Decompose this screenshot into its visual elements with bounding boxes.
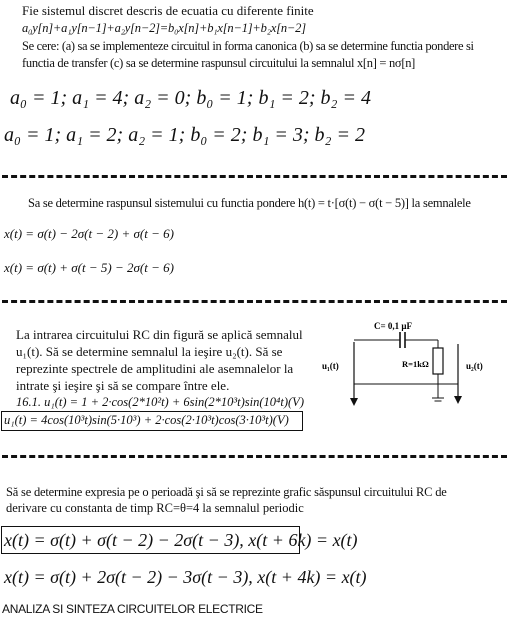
- input-label: u₁(t): [322, 361, 339, 371]
- section-divider-1: [2, 175, 507, 178]
- output-label: u₂(t): [466, 361, 483, 371]
- problem1-task-line1: Se cere: (a) sa se implementeze circuitul in forma canonica (b) sa se determine functia pondere si: [22, 39, 474, 53]
- problem3-equation-2: u₁(t) = 4cos(10³t)sin(5·10³) + 2·cos(2·10³t)cos(3·10³t)(V): [4, 413, 289, 427]
- resistor-label: R=1kΩ: [402, 359, 429, 369]
- problem3-equation-2-box: [1, 411, 303, 431]
- problem1-coefficients-b: a₀ = 1; a₁ = 2; a₂ = 1; b₀ = 2; b₁ = 3; b₂ = 2: [4, 124, 365, 146]
- problem2-signal-b: x(t) = σ(t) + σ(t − 5) − 2σ(t − 6): [4, 260, 174, 275]
- problem2-statement: Sa se determine raspunsul sistemului cu functia pondere h(t) = t·[σ(t) − σ(t − 5)] la semnalele: [28, 196, 471, 210]
- resistor: [433, 348, 443, 374]
- problem3-equation-1: 16.1. u₁(t) = 1 + 2·cos(2*10²t) + 6sin(2*10³t)sin(10⁴t)(V): [16, 395, 304, 409]
- problem3-line2: u₁(t). Să se determine semnalul la ieşire u₂(t). Să se: [16, 344, 283, 359]
- problem1-intro: Fie sistemul discret descris de ecuatia cu diferente finite: [22, 3, 314, 18]
- problem3-line1: La intrarea circuitului RC din figură se aplică semnalul: [16, 327, 303, 342]
- problem2-signal-a: x(t) = σ(t) − 2σ(t − 2) + σ(t − 6): [4, 226, 174, 241]
- problem4-line2: derivare cu constanta de timp RC=θ=4 la semnalul periodic: [6, 501, 304, 515]
- footer-title: ANALIZA SI SINTEZA CIRCUITELOR ELECTRICE: [2, 602, 263, 616]
- problem1-equation: a₀y[n]+a₁y[n−1]+a₂y[n−2]=b₀x[n]+b₁x[n−1]+b₂x[n−2]: [22, 21, 306, 35]
- rc-circuit-diagram: [318, 318, 498, 412]
- problem3-line3: reprezinte spectrele de amplitudini ale asemnalelor la: [16, 361, 294, 376]
- problem1-coefficients-a: a₀ = 1; a₁ = 4; a₂ = 0; b₀ = 1; b₁ = 2; b₂ = 4: [10, 87, 371, 109]
- problem4-signal-a: x(t) = σ(t) + σ(t − 2) − 2σ(t − 3), x(t + 6k) = x(t): [4, 530, 358, 550]
- problem4-signal-b: x(t) = σ(t) + 2σ(t − 2) − 3σ(t − 3), x(t + 4k) = x(t): [4, 567, 367, 587]
- capacitor-label: C= 0,1 μF: [374, 321, 412, 331]
- problem4-line1: Să se determine expresia pe o perioadă şi să se reprezinte grafic săspunsul circuitului RC de: [6, 485, 447, 499]
- problem4-signal-a-box: [1, 526, 300, 554]
- section-divider-2: [2, 300, 507, 303]
- section-divider-3: [2, 455, 507, 458]
- problem3-line4: intrate şi ieşire şi să se compare între ele.: [16, 378, 230, 393]
- problem1-task-line2: functia de transfer (c) sa se determine raspunsul circuitului la semnalul x[n] = nσ[n]: [22, 56, 416, 70]
